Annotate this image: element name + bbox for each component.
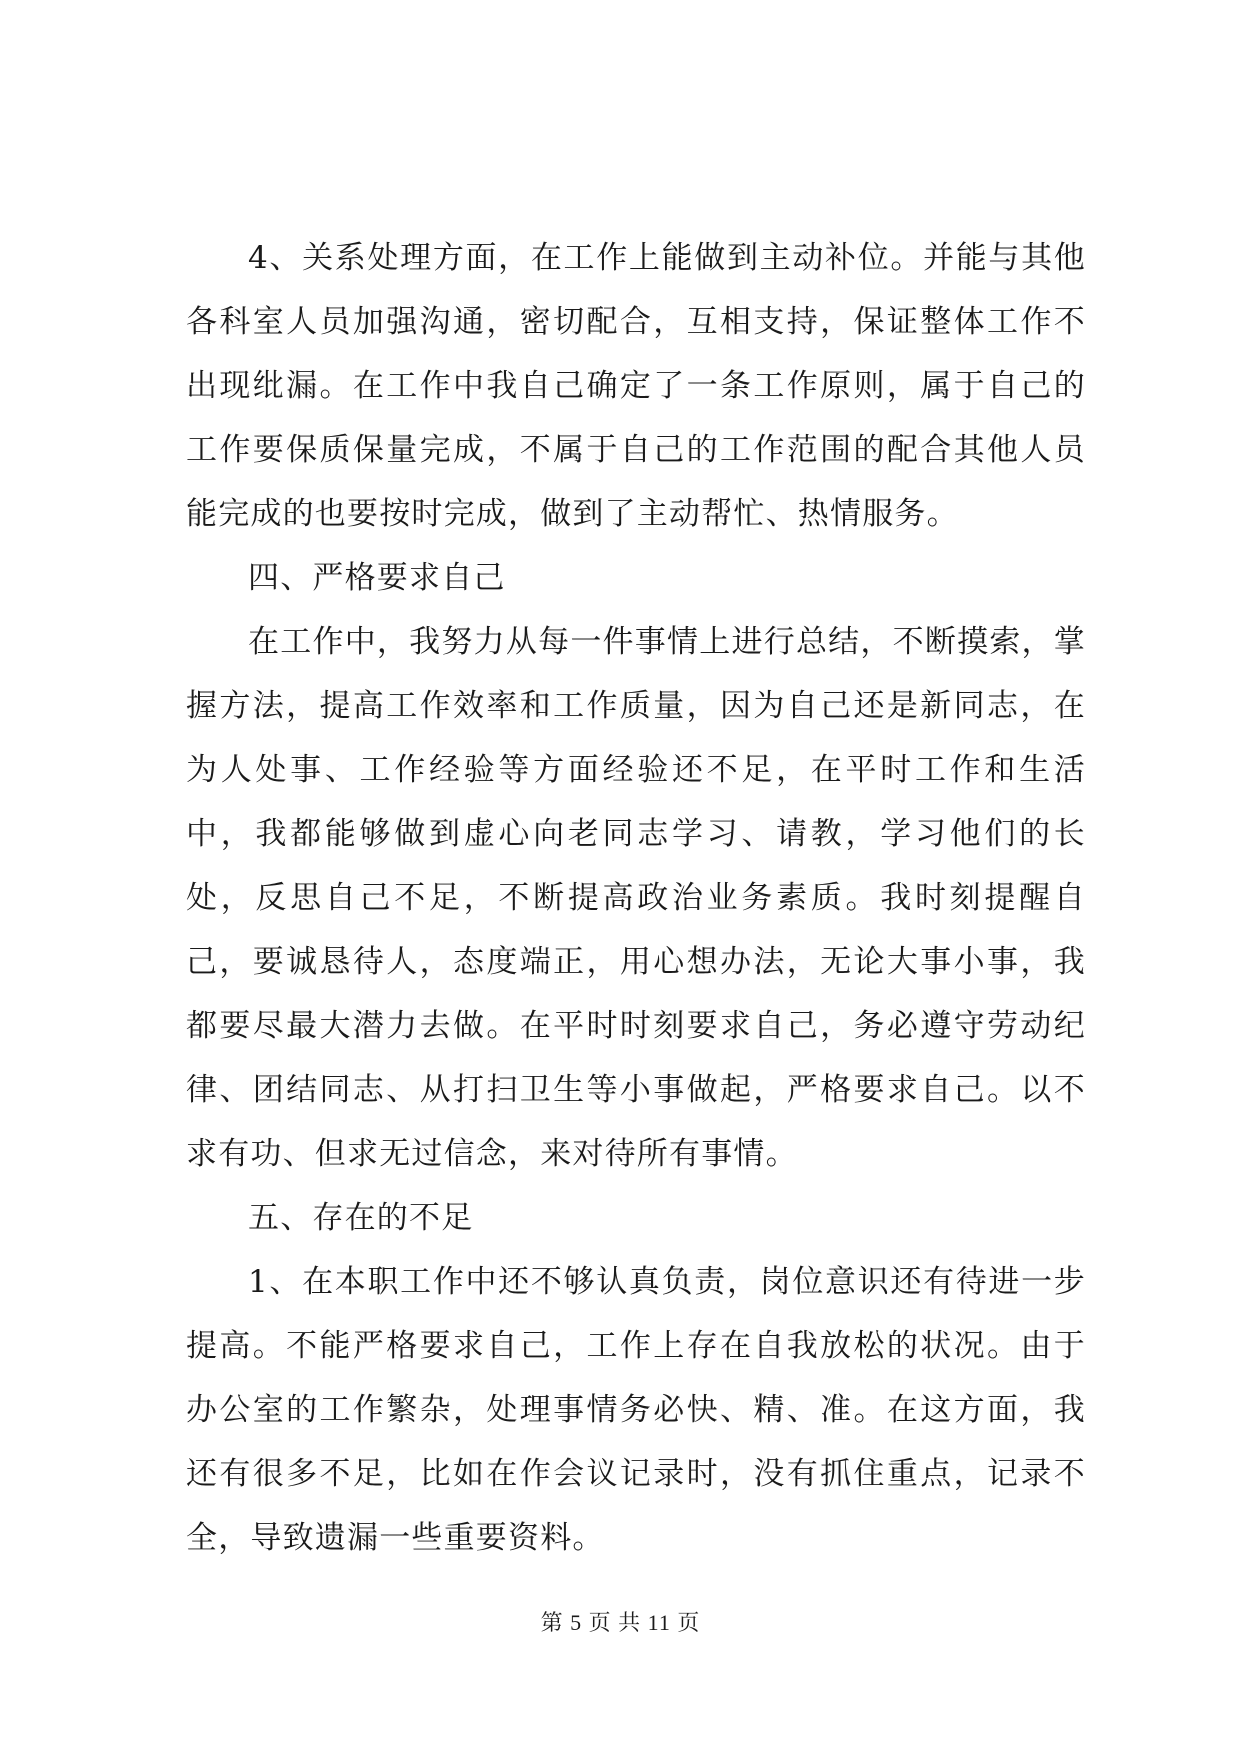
paragraph-work-summary: 在工作中，我努力从每一件事情上进行总结，不断摸索，掌握方法，提高工作效率和工作质量，因为自己还是新同志，在为人处事、工作经验等方面经验还不足，在平时工作和生活中，我都能够做到虚心向老同志学习、请教，学习他们的长处，反思自己不足，不断提高政治业务素质。我时刻提醒自己，要诚恳待人，态度端正，用心想办法，无论大事小事，我都要尽最大潜力去做。在平时时刻要求自己，务必遵守劳动纪律、团结同志、从打扫卫生等小事做起，严格要求自己。以不求有功、但求无过信念，来对待所有事情。 [186,624,1086,1172]
section-heading-shortcomings: 五、存在的不足 [248,1200,474,1236]
paragraph-shortcoming-1: 1、在本职工作中还不够认真负责，岗位意识还有待进一步提高。不能严格要求自己，工作上存在自我放松的状况。由于办公室的工作繁杂，处理事情务必快、精、准。在这方面，我还有很多不足，比如在作会议记录时，没有抓住重点，记录不全，导致遗漏一些重要资料。 [186,1264,1086,1556]
paragraph-relationship-handling: 4、关系处理方面，在工作上能做到主动补位。并能与其他各科室人员加强沟通，密切配合，互相支持，保证整体工作不出现纰漏。在工作中我自己确定了一条工作原则，属于自己的工作要保质保量完成，不属于自己的工作范围的配合其他人员能完成的也要按时完成，做到了主动帮忙、热情服务。 [186,240,1086,532]
section-heading-strict-self-requirements: 四、严格要求自己 [248,560,506,596]
page-footer: 第 5 页 共 11 页 [540,1610,701,1635]
document-body [186,226,1086,1570]
